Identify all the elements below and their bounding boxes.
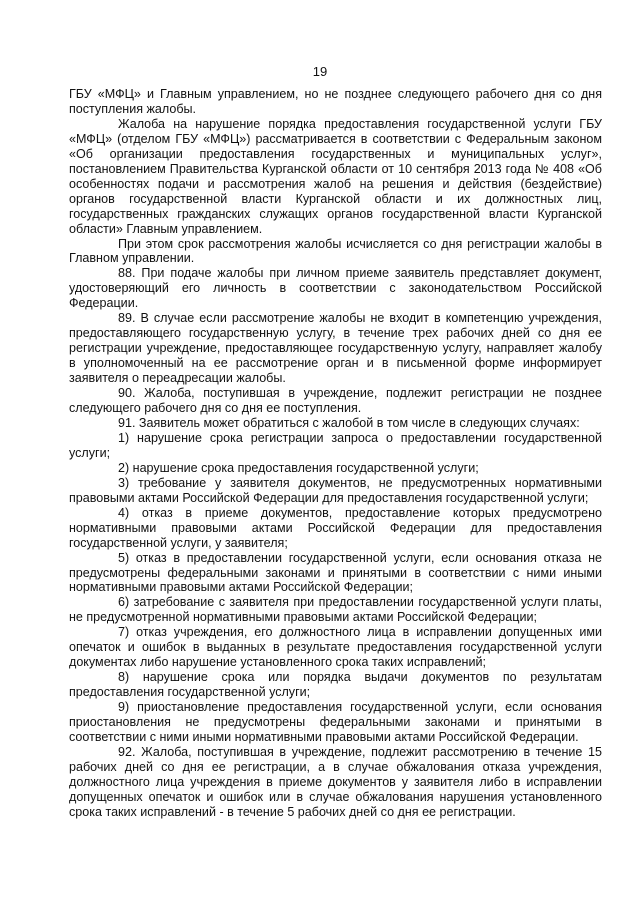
page-number: 19 [312, 64, 328, 79]
paragraph: 8) нарушение срока или порядка выдачи документов по результатам предоставления государственной услуги; [69, 670, 602, 700]
paragraph: При этом срок рассмотрения жалобы исчисляется со дня регистрации жалобы в Главном управлении. [69, 236, 602, 266]
paragraph: 4) отказ в приеме документов, предоставление которых предусмотрено нормативными правовыми актами Российской Федерации для предоставления государственной услуги, у заявителя; [69, 505, 602, 550]
paragraph: 2) нарушение срока предоставления государственной услуги; [118, 460, 479, 475]
paragraph: 9) приостановление предоставления государственной услуги, если основания приостановления не предусмотрены федеральными законами и принятыми в соответствии с ними иными нормативными правовыми актами Российской Федерации. [69, 700, 602, 744]
paragraph: 1) нарушение срока регистрации запроса о предоставлении государственной услуги; [69, 430, 602, 460]
paragraph: 89. В случае если рассмотрение жалобы не входит в компетенцию учреждения, предоставляющего государственную услугу, в течение трех рабочих дней со дня ее регистрации учреждение, предоставляющее государственную услугу, направляет жалобу в уполномоченный на ее рассмотрение орган и в письменной форме информирует заявителя о переадресации жалобы. [69, 311, 602, 386]
paragraph: 91. Заявитель может обратиться с жалобой в том числе в следующих случаях: [118, 415, 580, 430]
document-body [69, 87, 602, 820]
paragraph: Жалоба на нарушение порядка предоставления государственной услуги ГБУ «МФЦ» (отделом ГБУ «МФЦ») рассматривается в соответствии с Федеральным законом «Об организации предоставления государственных и муниципальных услуг», постановлением Правительства Курганской области от 10 сентября 2013 года № 408 «Об особенностях подачи и рассмотрения жалоб на решения и действия (бездействие) органов государственной власти Курганской области и их должностных лиц, государственных гражданских служащих органов государственной власти Курганской области» Главным управлением. [69, 116, 602, 236]
paragraph: 3) требование у заявителя документов, не предусмотренных нормативными правовыми актами Российской Федерации для предоставления государственной услуги; [69, 475, 602, 505]
paragraph: 88. При подаче жалобы при личном приеме заявитель представляет документ, удостоверяющий его личность в соответствии с законодательством Российской Федерации. [69, 266, 602, 311]
paragraph: 6) затребование с заявителя при предоставлении государственной услуги платы, не предусмотренной нормативными правовыми актами Российской Федерации; [69, 595, 602, 625]
paragraph: 5) отказ в предоставлении государственной услуги, если основания отказа не предусмотрены федеральными законами и принятыми в соответствии с ними иными нормативными правовыми актами Российской Федерации; [69, 550, 602, 595]
paragraph: 7) отказ учреждения, его должностного лица в исправлении допущенных ими опечаток и ошибок в выданных в результате предоставления государственной услуги документах либо нарушение установленного срока таких исправлений; [69, 625, 602, 670]
paragraph: 90. Жалоба, поступившая в учреждение, подлежит регистрации не позднее следующего рабочего дня со дня ее поступления. [69, 386, 602, 416]
paragraph: ГБУ «МФЦ» и Главным управлением, но не позднее следующего рабочего дня со дня поступления жалобы. [69, 87, 602, 116]
paragraph: 92. Жалоба, поступившая в учреждение, подлежит рассмотрению в течение 15 рабочих дней со дня ее регистрации, а в случае обжалования отказа учреждения, должностного лица учреждения в приеме документов у заявителя либо в исправлении допущенных опечаток и ошибок или в случае обжалования нарушения установленного срока таких исправлений - в течение 5 рабочих дней со дня ее регистрации. [69, 744, 602, 819]
